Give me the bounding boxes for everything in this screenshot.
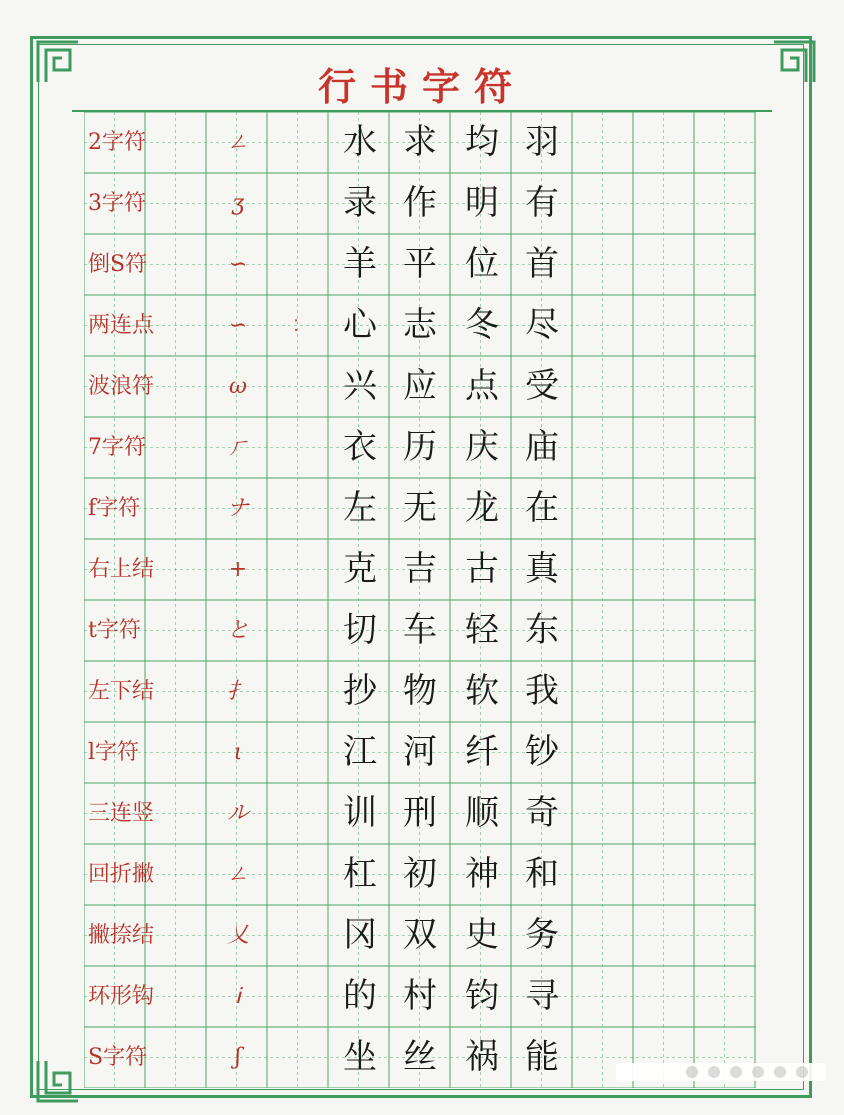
practice-grid <box>84 112 756 1088</box>
practice-row <box>84 722 756 783</box>
example-character: 寻 <box>525 976 559 1016</box>
example-character: 平 <box>403 244 437 284</box>
example-character: 江 <box>343 732 377 772</box>
stroke-label: 回折撇 <box>88 862 155 887</box>
example-character: 位 <box>465 244 499 284</box>
example-character: 丝 <box>403 1037 437 1077</box>
example-character: 纤 <box>465 732 499 772</box>
practice-row <box>84 478 756 539</box>
corner-ornament-bottom-left <box>36 1059 80 1103</box>
stroke-label: 两连点 <box>88 313 155 338</box>
stroke-sample: Ꭵ <box>235 984 241 1009</box>
example-character: 能 <box>525 1037 559 1077</box>
stroke-sample: + <box>228 557 248 582</box>
example-character: 史 <box>465 915 499 955</box>
practice-row <box>84 844 756 905</box>
stroke-sample: ∽ <box>228 252 248 277</box>
example-character: 均 <box>465 122 499 162</box>
stroke-label: l字符 <box>88 740 140 765</box>
example-character: 轻 <box>465 610 499 650</box>
practice-row <box>84 783 756 844</box>
practice-row <box>84 173 756 234</box>
example-character: 求 <box>403 122 437 162</box>
example-character: 古 <box>465 549 499 589</box>
example-character: 志 <box>403 305 437 345</box>
example-character: 河 <box>403 732 437 772</box>
example-character: 奇 <box>525 793 559 833</box>
example-character: 村 <box>403 976 437 1016</box>
stroke-label: f字符 <box>88 496 141 521</box>
stroke-label: 三连竖 <box>88 801 155 826</box>
example-character: 录 <box>343 183 377 223</box>
example-character: 龙 <box>465 488 499 528</box>
example-character: 羊 <box>343 244 377 284</box>
stroke-label: 环形钩 <box>88 984 155 1009</box>
example-character: 明 <box>465 183 499 223</box>
example-character: 应 <box>403 366 437 406</box>
example-character: 钞 <box>525 732 559 772</box>
example-character: 钧 <box>465 976 499 1016</box>
stroke-sample: ʒ <box>231 191 245 216</box>
stroke-label: 倒S符 <box>88 252 148 277</box>
example-character: 抄 <box>343 671 377 711</box>
example-character: 刑 <box>403 793 437 833</box>
example-character: 庆 <box>465 427 499 467</box>
example-character: 的 <box>343 976 377 1016</box>
example-character: 训 <box>343 793 377 833</box>
example-character: 有 <box>525 183 559 223</box>
example-character: 坐 <box>343 1037 377 1077</box>
example-character: 庙 <box>525 427 559 467</box>
stroke-label: 撇捺结 <box>88 923 155 948</box>
stroke-label: 7字符 <box>88 435 146 460</box>
example-character: 作 <box>403 183 437 223</box>
practice-row <box>84 600 756 661</box>
stroke-sample: ι <box>233 740 243 765</box>
stroke-sample: と <box>226 618 249 643</box>
stroke-sample: ω <box>229 374 247 399</box>
example-character: 双 <box>403 915 437 955</box>
example-character: 点 <box>465 366 499 406</box>
practice-row <box>84 112 756 173</box>
practice-row <box>84 417 756 478</box>
stroke-sample: 扌 <box>226 679 249 704</box>
practice-row <box>84 234 756 295</box>
stroke-label: 右上结 <box>88 557 155 582</box>
stroke-sample: ㄏ <box>226 435 249 460</box>
example-character: 尽 <box>525 305 559 345</box>
stroke-sample: 乂 <box>226 923 249 948</box>
stroke-sample: ㄥ <box>226 862 249 887</box>
example-character: 软 <box>465 671 499 711</box>
example-character: 我 <box>525 671 559 711</box>
practice-row <box>84 966 756 1027</box>
stroke-sample: ル <box>226 801 249 826</box>
example-character: 切 <box>343 610 377 650</box>
example-character: 初 <box>403 854 437 894</box>
practice-row <box>84 905 756 966</box>
example-character: 祸 <box>465 1037 499 1077</box>
example-character: 物 <box>403 671 437 711</box>
example-character: 务 <box>525 915 559 955</box>
example-character: 杠 <box>343 854 377 894</box>
stroke-sample: ナ <box>226 496 249 521</box>
stroke-sample-secondary: ⁚ <box>293 316 299 335</box>
stroke-label: t字符 <box>88 618 141 643</box>
stroke-label: 2字符 <box>88 130 146 155</box>
example-character: 羽 <box>525 122 559 162</box>
practice-row <box>84 661 756 722</box>
stroke-label: S字符 <box>88 1045 148 1070</box>
stroke-sample: ∽ <box>228 313 248 338</box>
example-character: 历 <box>403 427 437 467</box>
example-character: 左 <box>343 488 377 528</box>
example-character: 东 <box>525 610 559 650</box>
practice-row <box>84 356 756 417</box>
example-character: 车 <box>403 610 437 650</box>
example-character: 无 <box>403 488 437 528</box>
example-character: 真 <box>525 549 559 589</box>
example-character: 顺 <box>465 793 499 833</box>
example-character: 受 <box>525 366 559 406</box>
example-character: 在 <box>525 488 559 528</box>
watermark-badge <box>616 1063 826 1081</box>
example-character: 吉 <box>403 549 437 589</box>
example-character: 水 <box>343 122 377 162</box>
example-character: 兴 <box>343 366 377 406</box>
practice-row <box>84 295 756 356</box>
stroke-sample: ʃ <box>235 1045 241 1070</box>
stroke-sample: ㄥ <box>226 130 249 155</box>
example-character: 神 <box>465 854 499 894</box>
page-title: 行书字符 <box>317 64 526 109</box>
example-character: 首 <box>525 244 559 284</box>
stroke-label: 左下结 <box>88 679 155 704</box>
stroke-label: 波浪符 <box>88 374 155 399</box>
example-character: 冬 <box>465 305 499 345</box>
example-character: 和 <box>525 854 559 894</box>
example-character: 克 <box>343 549 377 589</box>
practice-row <box>84 539 756 600</box>
example-character: 冈 <box>343 915 377 955</box>
example-character: 衣 <box>343 427 377 467</box>
stroke-label: 3字符 <box>88 191 146 216</box>
example-character: 心 <box>343 305 377 345</box>
